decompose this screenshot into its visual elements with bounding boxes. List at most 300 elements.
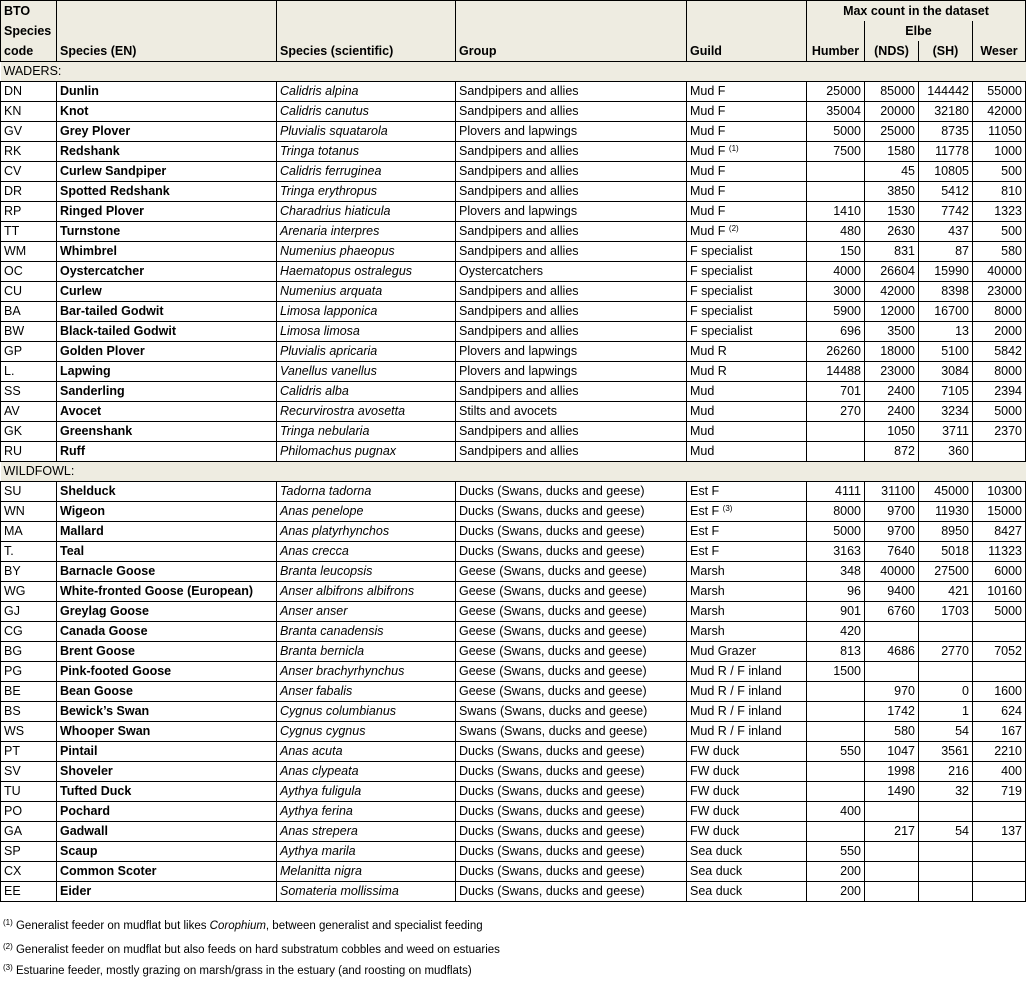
cell-group-text: Ducks (Swans, ducks and geese) (459, 884, 645, 898)
cell-elbe-nds (865, 722, 919, 742)
cell-bto-code-text: BG (4, 644, 23, 658)
cell-elbe-sh (919, 222, 973, 242)
cell-bto-code-text: TU (4, 784, 21, 798)
cell-group-text: Sandpipers and allies (459, 164, 579, 178)
cell-species-scientific (277, 362, 456, 382)
cell-weser (973, 782, 1026, 802)
cell-bto-code-text: GP (4, 344, 23, 358)
cell-species-scientific-text: Tringa erythropus (280, 184, 378, 198)
cell-humber (807, 202, 865, 222)
cell-weser (973, 522, 1026, 542)
cell-bto-code-text: CG (4, 624, 23, 638)
cell-weser (973, 802, 1026, 822)
cell-weser (973, 682, 1026, 702)
cell-species-scientific (277, 162, 456, 182)
cell-bto-code (1, 642, 57, 662)
cell-elbe-sh-text: 27500 (934, 564, 969, 578)
cell-humber (807, 342, 865, 362)
cell-humber-text: 1500 (833, 664, 861, 678)
cell-species-scientific (277, 282, 456, 302)
cell-elbe-sh-text: 5412 (941, 184, 969, 198)
cell-humber-text: 550 (840, 744, 861, 758)
cell-bto-code-text: L. (4, 364, 15, 378)
cell-bto-code-text: DN (4, 84, 23, 98)
cell-species-en (57, 342, 277, 362)
cell-elbe-nds-text: 970 (894, 684, 915, 698)
cell-weser-text: 5000 (994, 404, 1022, 418)
cell-species-en (57, 282, 277, 302)
table-row (1, 862, 1026, 882)
cell-species-scientific-text: Anas penelope (280, 504, 364, 518)
cell-species-en-text: Tufted Duck (60, 784, 132, 798)
cell-species-en (57, 582, 277, 602)
cell-elbe-nds (865, 442, 919, 462)
cell-group-text: Ducks (Swans, ducks and geese) (459, 784, 645, 798)
cell-species-scientific-text: Anas clypeata (280, 764, 359, 778)
cell-elbe-nds-text: 1742 (887, 704, 915, 718)
cell-guild-text: Mud (690, 444, 715, 458)
cell-species-en (57, 102, 277, 122)
cell-species-scientific-text: Branta leucopsis (280, 564, 373, 578)
cell-elbe-sh (919, 742, 973, 762)
cell-species-en-text: Eider (60, 884, 92, 898)
cell-guild (687, 602, 807, 622)
cell-bto-code-text: BY (4, 564, 21, 578)
cell-species-en (57, 662, 277, 682)
table-row (1, 382, 1026, 402)
cell-guild (687, 542, 807, 562)
cell-bto-code-text: GK (4, 424, 23, 438)
cell-guild (687, 202, 807, 222)
cell-species-scientific-text: Anser albifrons albifrons (280, 584, 415, 598)
cell-elbe-sh (919, 482, 973, 502)
cell-elbe-sh-text: 1 (962, 704, 969, 718)
cell-weser (973, 82, 1026, 102)
cell-species-scientific-text: Cygnus cygnus (280, 724, 366, 738)
cell-elbe-nds-text: 1998 (887, 764, 915, 778)
cell-humber-text: 4000 (833, 264, 861, 278)
cell-bto-code (1, 562, 57, 582)
cell-bto-code (1, 662, 57, 682)
cell-elbe-nds (865, 222, 919, 242)
cell-elbe-sh (919, 502, 973, 522)
cell-elbe-sh (919, 242, 973, 262)
cell-group (456, 482, 687, 502)
cell-humber (807, 502, 865, 522)
cell-bto-code-text: CU (4, 284, 23, 298)
cell-guild-text: Mud F (690, 164, 726, 178)
cell-humber (807, 322, 865, 342)
cell-elbe-nds (865, 702, 919, 722)
cell-species-scientific (277, 402, 456, 422)
cell-guild-text: Mud F (690, 184, 726, 198)
cell-species-scientific-text: Numenius arquata (280, 284, 383, 298)
cell-species-en (57, 422, 277, 442)
cell-elbe-sh-text: 216 (948, 764, 969, 778)
cell-group-text: Ducks (Swans, ducks and geese) (459, 484, 645, 498)
cell-guild (687, 442, 807, 462)
footnote-1 (3, 919, 483, 933)
cell-elbe-nds-text: 45 (901, 164, 915, 178)
cell-weser (973, 382, 1026, 402)
table-row (1, 342, 1026, 362)
cell-elbe-nds (865, 602, 919, 622)
cell-group-text: Stilts and avocets (459, 404, 557, 418)
cell-guild-text: Mud F (690, 84, 726, 98)
cell-humber (807, 722, 865, 742)
cell-weser (973, 742, 1026, 762)
cell-group (456, 322, 687, 342)
table-row (1, 302, 1026, 322)
cell-group-text: Geese (Swans, ducks and geese) (459, 624, 647, 638)
cell-species-scientific (277, 802, 456, 822)
cell-elbe-nds (865, 122, 919, 142)
cell-group (456, 202, 687, 222)
cell-bto-code-text: PG (4, 664, 23, 678)
cell-species-en-text: Ringed Plover (60, 204, 145, 218)
cell-species-en-text: White-fronted Goose (European) (60, 584, 254, 598)
table-row (1, 622, 1026, 642)
cell-elbe-sh (919, 102, 973, 122)
cell-guild-text: Mud F (690, 104, 726, 118)
cell-humber (807, 522, 865, 542)
cell-bto-code (1, 382, 57, 402)
cell-elbe-nds (865, 522, 919, 542)
cell-guild-text: Mud R (690, 344, 727, 358)
cell-species-en (57, 362, 277, 382)
cell-elbe-nds-text: 3850 (887, 184, 915, 198)
cell-species-scientific (277, 582, 456, 602)
cell-species-scientific (277, 762, 456, 782)
cell-elbe-sh (919, 562, 973, 582)
cell-bto-code (1, 542, 57, 562)
cell-guild-text: Mud F (690, 224, 726, 238)
cell-weser (973, 102, 1026, 122)
cell-weser (973, 642, 1026, 662)
cell-species-en (57, 262, 277, 282)
cell-elbe-nds (865, 82, 919, 102)
cell-elbe-sh-text: 144442 (927, 84, 969, 98)
cell-guild (687, 782, 807, 802)
cell-species-scientific (277, 82, 456, 102)
cell-species-scientific-text: Pluvialis squatarola (280, 124, 388, 138)
cell-species-scientific-text: Haematopus ostralegus (280, 264, 413, 278)
cell-group (456, 222, 687, 242)
cell-bto-code (1, 342, 57, 362)
cell-guild-text: FW duck (690, 744, 740, 758)
cell-humber-text: 4111 (835, 484, 861, 498)
cell-weser (973, 762, 1026, 782)
table-row (1, 742, 1026, 762)
cell-guild-text: Est F (690, 504, 720, 518)
cell-weser (973, 302, 1026, 322)
cell-humber-text: 26260 (826, 344, 861, 358)
cell-elbe-nds-text: 2400 (887, 404, 915, 418)
table-row (1, 522, 1026, 542)
cell-elbe-sh (919, 662, 973, 682)
cell-weser-text: 15000 (987, 504, 1022, 518)
cell-group (456, 602, 687, 622)
cell-group (456, 622, 687, 642)
cell-group-text: Swans (Swans, ducks and geese) (459, 704, 648, 718)
table-row (1, 602, 1026, 622)
cell-weser-text: 2394 (994, 384, 1022, 398)
cell-species-scientific-text: Melanitta nigra (280, 864, 362, 878)
cell-guild (687, 362, 807, 382)
footnote-marker: (2) (728, 224, 739, 233)
header-humber: Humber (807, 41, 865, 62)
cell-elbe-nds-text: 23000 (880, 364, 915, 378)
cell-weser-text: 8427 (994, 524, 1022, 538)
cell-weser (973, 142, 1026, 162)
cell-elbe-nds-text: 85000 (880, 84, 915, 98)
cell-humber (807, 362, 865, 382)
cell-humber (807, 102, 865, 122)
cell-guild (687, 742, 807, 762)
cell-bto-code (1, 602, 57, 622)
section-title: WADERS: (1, 62, 1026, 82)
cell-elbe-sh-text: 3711 (942, 424, 969, 438)
cell-humber-text: 3163 (833, 544, 861, 558)
cell-species-en-text: Shoveler (60, 764, 113, 778)
cell-bto-code (1, 482, 57, 502)
cell-species-en-text: Redshank (60, 144, 120, 158)
cell-weser (973, 582, 1026, 602)
cell-group (456, 162, 687, 182)
cell-humber-text: 200 (840, 864, 861, 878)
cell-species-scientific-text: Anser anser (280, 604, 348, 618)
cell-species-en-text: Greenshank (60, 424, 133, 438)
cell-elbe-nds (865, 482, 919, 502)
cell-weser (973, 402, 1026, 422)
cell-species-en (57, 782, 277, 802)
cell-elbe-sh-text: 0 (962, 684, 969, 698)
cell-species-en (57, 142, 277, 162)
cell-group-text: Geese (Swans, ducks and geese) (459, 604, 647, 618)
cell-humber (807, 842, 865, 862)
cell-elbe-sh (919, 722, 973, 742)
cell-elbe-sh (919, 422, 973, 442)
footnote-text: Generalist feeder on mudflat but also feeds on hard substratum cobbles and weed on estuaries (12, 944, 500, 956)
cell-species-scientific-text: Anas acuta (280, 744, 343, 758)
table-row (1, 162, 1026, 182)
cell-humber (807, 402, 865, 422)
cell-weser (973, 822, 1026, 842)
cell-humber-text: 701 (840, 384, 861, 398)
cell-species-en (57, 82, 277, 102)
cell-weser-text: 8000 (994, 364, 1022, 378)
cell-species-en-text: Greylag Goose (60, 604, 149, 618)
cell-elbe-sh (919, 122, 973, 142)
footnote-text-end: , between generalist and specialist feeding (265, 920, 483, 932)
cell-group-text: Sandpipers and allies (459, 384, 579, 398)
cell-species-en (57, 562, 277, 582)
cell-group-text: Ducks (Swans, ducks and geese) (459, 744, 645, 758)
cell-elbe-nds (865, 782, 919, 802)
cell-species-scientific-text: Calidris alba (280, 384, 349, 398)
cell-elbe-nds-text: 6760 (887, 604, 915, 618)
table-row (1, 542, 1026, 562)
cell-bto-code-text: BE (4, 684, 21, 698)
cell-species-en (57, 682, 277, 702)
cell-species-en-text: Spotted Redshank (60, 184, 170, 198)
cell-group-text: Ducks (Swans, ducks and geese) (459, 504, 645, 518)
cell-species-scientific-text: Tringa nebularia (280, 424, 370, 438)
cell-weser-text: 810 (1001, 184, 1022, 198)
cell-elbe-sh (919, 762, 973, 782)
cell-species-en (57, 602, 277, 622)
cell-species-scientific-text: Cygnus columbianus (280, 704, 397, 718)
cell-bto-code-text: DR (4, 184, 23, 198)
cell-humber-text: 400 (840, 804, 861, 818)
cell-species-en-text: Grey Plover (60, 124, 131, 138)
cell-species-scientific-text: Pluvialis apricaria (280, 344, 378, 358)
footnote-mark: (2) (3, 942, 13, 951)
cell-species-en-text: Common Scoter (60, 864, 157, 878)
cell-elbe-sh (919, 582, 973, 602)
cell-guild-text: Est F (690, 484, 720, 498)
cell-species-en (57, 862, 277, 882)
cell-humber (807, 602, 865, 622)
cell-weser (973, 722, 1026, 742)
cell-species-scientific (277, 682, 456, 702)
cell-bto-code (1, 842, 57, 862)
cell-elbe-sh-text: 15990 (934, 264, 969, 278)
cell-species-en-text: Bar-tailed Godwit (60, 304, 164, 318)
cell-elbe-sh (919, 602, 973, 622)
cell-weser-text: 1600 (994, 684, 1022, 698)
header-max-count: Max count in the dataset (807, 1, 1026, 22)
cell-species-en (57, 822, 277, 842)
cell-humber (807, 782, 865, 802)
cell-elbe-nds (865, 262, 919, 282)
cell-guild (687, 662, 807, 682)
cell-species-en (57, 762, 277, 782)
cell-weser-text: 137 (1001, 824, 1022, 838)
table-row (1, 142, 1026, 162)
cell-elbe-sh (919, 382, 973, 402)
cell-bto-code (1, 702, 57, 722)
cell-elbe-sh (919, 302, 973, 322)
cell-elbe-nds-text: 1580 (887, 144, 915, 158)
section-header-row (1, 462, 1026, 482)
cell-weser-text: 2000 (994, 324, 1022, 338)
cell-group (456, 102, 687, 122)
cell-species-scientific (277, 262, 456, 282)
header-species-scientific: Species (scientific) (277, 1, 456, 62)
cell-species-scientific (277, 642, 456, 662)
cell-elbe-nds-text: 872 (894, 444, 915, 458)
cell-species-en-text: Ruff (60, 444, 85, 458)
cell-species-scientific (277, 422, 456, 442)
cell-humber-text: 1410 (833, 204, 861, 218)
cell-bto-code-text: BS (4, 704, 21, 718)
cell-species-scientific-text: Limosa limosa (280, 324, 360, 338)
cell-weser-text: 7052 (994, 644, 1022, 658)
footnote-marker: (3) (722, 504, 733, 513)
cell-elbe-nds (865, 682, 919, 702)
cell-elbe-sh (919, 162, 973, 182)
cell-elbe-sh (919, 342, 973, 362)
cell-species-scientific-text: Anser brachyrhynchus (280, 664, 405, 678)
cell-species-en-text: Whooper Swan (60, 724, 151, 738)
cell-humber-text: 348 (840, 564, 861, 578)
table-row (1, 182, 1026, 202)
cell-elbe-nds-text: 9700 (887, 504, 915, 518)
cell-group (456, 242, 687, 262)
cell-guild (687, 882, 807, 902)
cell-humber (807, 382, 865, 402)
cell-guild-text: F specialist (690, 264, 753, 278)
cell-elbe-nds (865, 402, 919, 422)
table-row (1, 402, 1026, 422)
cell-bto-code-text: PT (4, 744, 20, 758)
cell-weser-text: 5842 (994, 344, 1022, 358)
cell-elbe-nds (865, 762, 919, 782)
cell-group-text: Ducks (Swans, ducks and geese) (459, 824, 645, 838)
cell-guild (687, 802, 807, 822)
cell-elbe-sh-text: 8950 (941, 524, 969, 538)
cell-group-text: Plovers and lapwings (459, 204, 578, 218)
cell-group (456, 582, 687, 602)
cell-group-text: Sandpipers and allies (459, 104, 579, 118)
cell-elbe-nds (865, 142, 919, 162)
cell-bto-code-text: AV (4, 404, 20, 418)
cell-species-en (57, 242, 277, 262)
cell-bto-code-text: RK (4, 144, 22, 158)
footnote-mark: (1) (3, 918, 13, 927)
cell-bto-code-text: PO (4, 804, 23, 818)
cell-guild-text: Est F (690, 544, 720, 558)
cell-species-en (57, 122, 277, 142)
cell-group (456, 342, 687, 362)
cell-humber (807, 822, 865, 842)
cell-species-en-text: Brent Goose (60, 644, 136, 658)
cell-bto-code-text: CV (4, 164, 22, 178)
cell-guild-text: Mud R / F inland (690, 684, 782, 698)
cell-species-en (57, 842, 277, 862)
cell-bto-code-text: RU (4, 444, 23, 458)
cell-guild (687, 162, 807, 182)
cell-guild-text: Marsh (690, 584, 725, 598)
header-code-line1: BTO (4, 4, 31, 18)
cell-guild-text: Sea duck (690, 864, 743, 878)
cell-bto-code-text: MA (4, 524, 23, 538)
cell-elbe-nds (865, 182, 919, 202)
cell-elbe-nds-text: 831 (894, 244, 915, 258)
cell-weser-text: 40000 (987, 264, 1022, 278)
cell-weser (973, 542, 1026, 562)
cell-guild-text: Mud R / F inland (690, 704, 782, 718)
cell-bto-code-text: SP (4, 844, 21, 858)
cell-bto-code (1, 742, 57, 762)
table-row (1, 222, 1026, 242)
cell-guild-text: FW duck (690, 804, 740, 818)
cell-bto-code-text: GJ (4, 604, 20, 618)
cell-weser-text: 23000 (987, 284, 1022, 298)
cell-species-scientific (277, 562, 456, 582)
cell-group (456, 82, 687, 102)
cell-humber-text: 25000 (826, 84, 861, 98)
cell-weser-text: 2210 (994, 744, 1022, 758)
cell-bto-code (1, 122, 57, 142)
cell-elbe-nds-text: 40000 (880, 564, 915, 578)
cell-group (456, 182, 687, 202)
cell-humber-text: 420 (840, 624, 861, 638)
cell-humber-text: 696 (840, 324, 861, 338)
cell-species-scientific (277, 522, 456, 542)
cell-guild (687, 102, 807, 122)
